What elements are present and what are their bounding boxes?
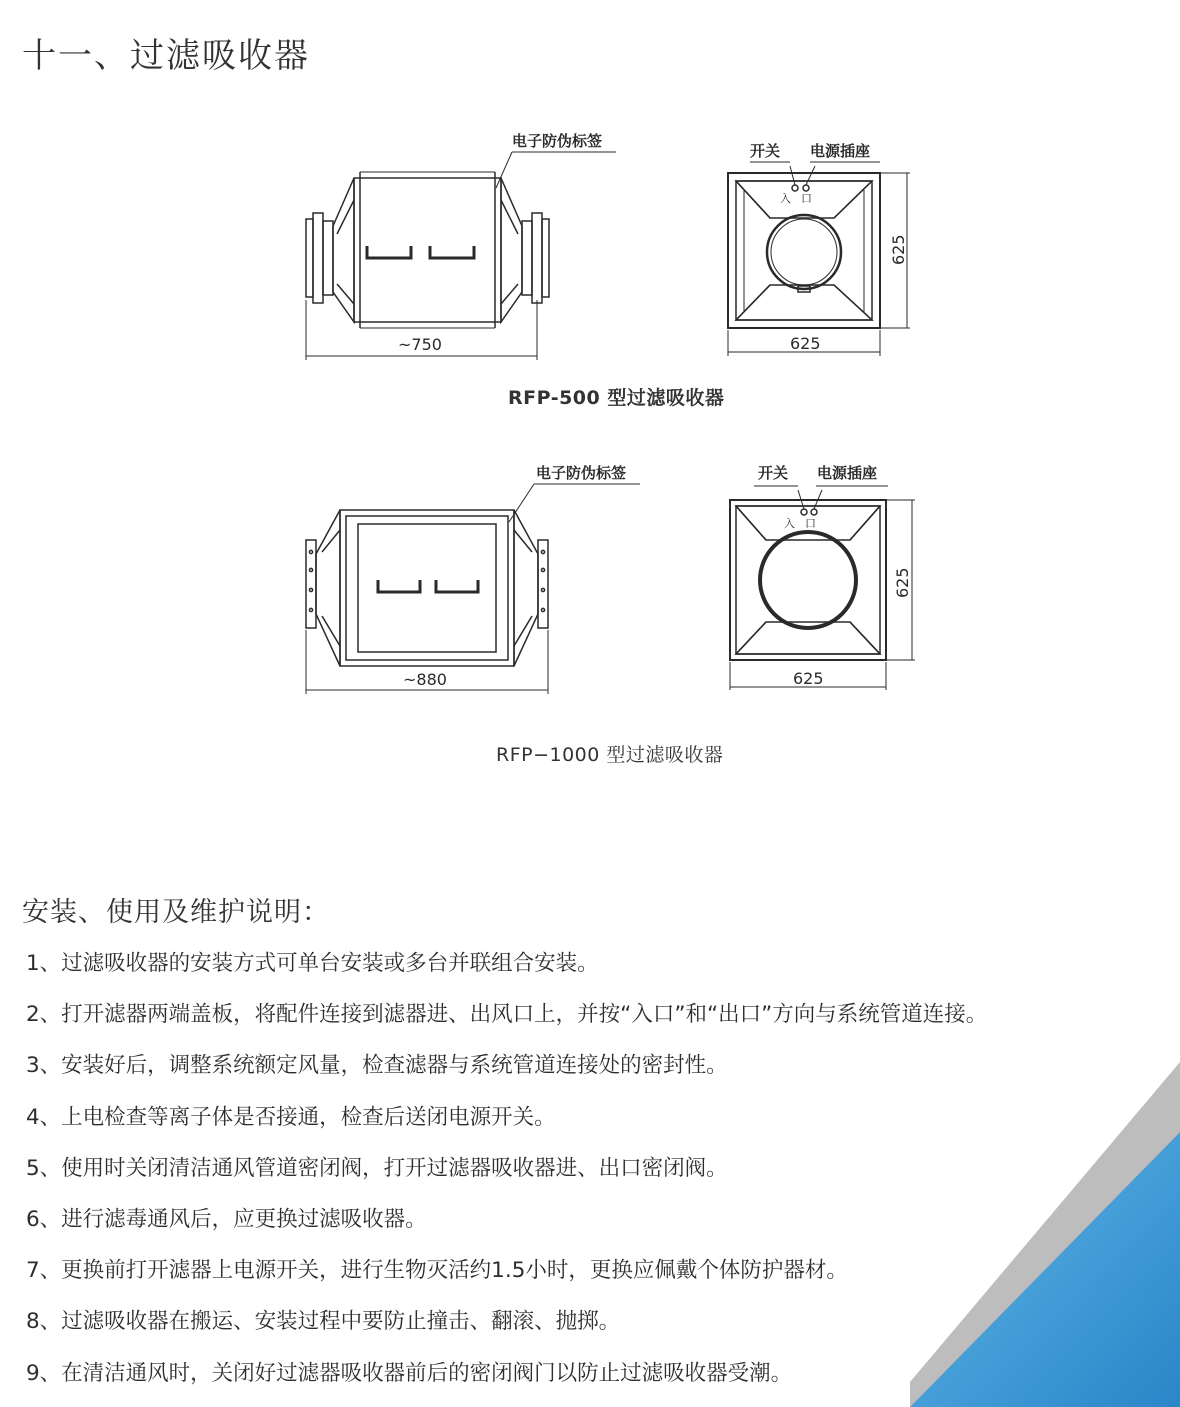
rfp1000-side-view <box>306 484 640 694</box>
rfp500-side-view <box>306 152 616 360</box>
rfp1000-front-height: 625 <box>893 567 912 598</box>
instruction-item: 7、更换前打开滤器上电源开关，进行生物灭活约1.5小时，更换应佩戴个体防护器材。 <box>26 1258 848 1284</box>
rfp1000-side-dim: ~880 <box>403 670 447 689</box>
rfp500-inlet-label: 入口 <box>780 192 822 205</box>
page-title: 十一、过滤吸收器 <box>22 36 310 76</box>
rfp500-side-dim: ~750 <box>398 335 442 354</box>
instructions-list <box>26 946 987 1407</box>
rfp500-front-width: 625 <box>790 334 821 353</box>
rfp1000-front-width: 625 <box>793 669 824 688</box>
rfp1000-socket-label: 电源插座 <box>817 464 878 482</box>
corner-blue-triangle <box>910 1132 1180 1407</box>
instruction-item: 6、进行滤毒通风后，应更换过滤吸收器。 <box>26 1206 427 1232</box>
rfp1000-label-tag: 电子防伪标签 <box>536 464 627 482</box>
rfp1000-caption: RFP−1000 型过滤吸收器 <box>496 744 724 766</box>
corner-decoration <box>910 1062 1180 1407</box>
instruction-item: 5、使用时关闭清洁通风管道密闭阀，打开过滤器吸收器进、出口密闭阀。 <box>26 1155 728 1181</box>
instruction-item: 8、过滤吸收器在搬运、安装过程中要防止撞击、翻滚、抛掷。 <box>26 1309 621 1335</box>
instructions-title: 安装、使用及维护说明： <box>22 897 330 928</box>
instruction-item: 3、安装好后，调整系统额定风量，检查滤器与系统管道连接处的密封性。 <box>26 1053 728 1079</box>
instruction-item: 4、上电检查等离子体是否接通，检查后送闭电源开关。 <box>26 1104 556 1130</box>
rfp1000-inlet-label: 入口 <box>784 517 826 530</box>
rfp500-label-tag: 电子防伪标签 <box>512 132 603 150</box>
rfp500-caption: RFP-500 型过滤吸收器 <box>508 387 725 409</box>
rfp500-front-height: 625 <box>889 234 908 265</box>
rfp500-socket-label: 电源插座 <box>810 142 871 160</box>
instruction-item: 2、打开滤器两端盖板，将配件连接到滤器进、出风口上，并按“入口”和“出口”方向与系统管道连接。 <box>26 1002 988 1028</box>
rfp1000-switch-label: 开关 <box>758 464 789 482</box>
instruction-item: 1、过滤吸收器的安装方式可单台安装或多台并联组合安装。 <box>26 951 599 976</box>
instruction-item: 9、在清洁通风时，关闭好过滤器吸收器前后的密闭阀门以防止过滤吸收器受潮。 <box>26 1360 793 1386</box>
rfp500-switch-label: 开关 <box>750 142 781 160</box>
